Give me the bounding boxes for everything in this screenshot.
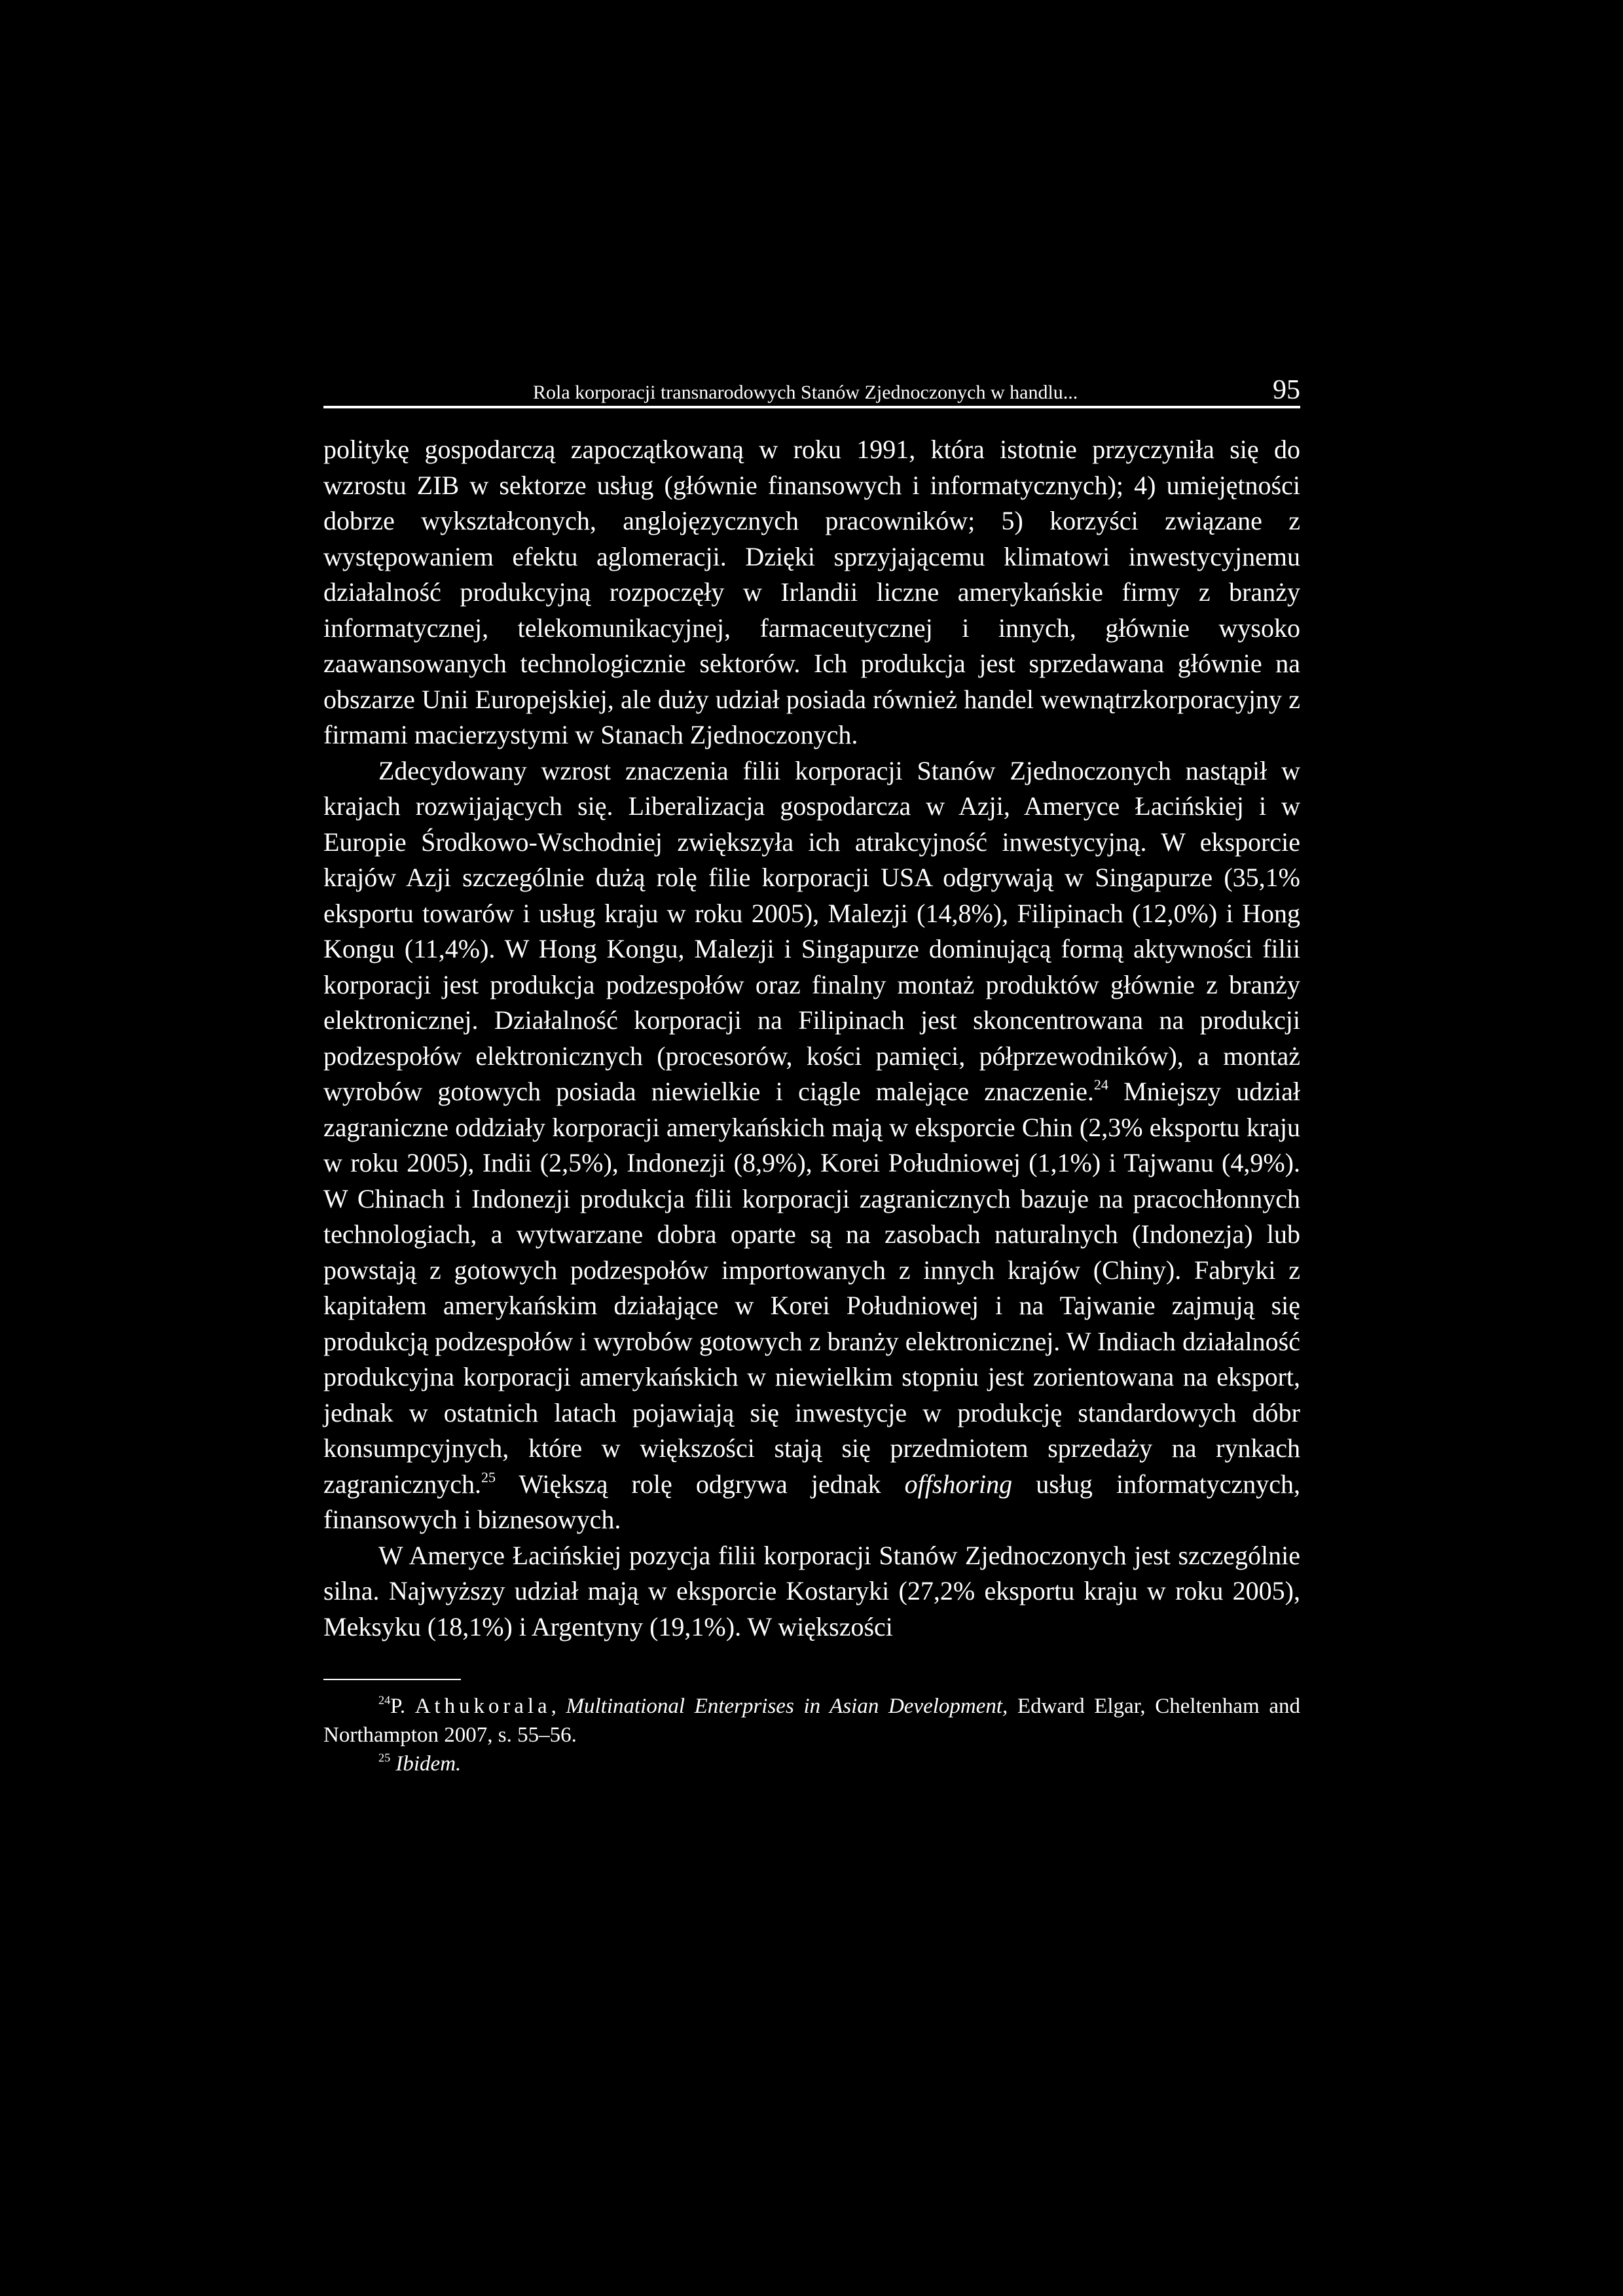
footnote-24-title: Multinational Enterprises in Asian Development, (566, 1695, 1008, 1718)
running-header (323, 367, 1300, 408)
footnote-24-separator: , (551, 1695, 566, 1718)
paragraph-2-part-d: usług informatycznych, finansowych i biznesowych. (323, 1469, 1300, 1534)
footnote-24-author: Athukorala (414, 1695, 551, 1718)
paragraph-2-part-b: Mniejszy udział zagraniczne oddziały korporacji amerykańskich mają w eksporcie Chin (2,3% eksportu kraju w roku 2005), Indii (2,5%), Indonezji (8,9%), Korei Południowej (1,1%) i Tajwanu (4,9%). W Chinach i Indonezji produkcja filii korporacji zagranicznych bazuje na pracochłonnych technologiach, a wytwarzane dobra oparte są na zasobach naturalnych (Indonezja) lub powstają z gotowych podzespołów importowanych z innych krajów (Chiny). Fabryki z kapitałem amerykańskim działające w Korei Południowej i na Tajwanie zajmują się produkcją podzespołów i wyrobów gotowych z branży elektronicznej. W Indiach działalność produkcyjna korporacji amerykańskich w niewielkim stopniu jest zorientowana na eksport, jednak w ostatnich latach pojawiają się inwestycje w produkcję standardowych dóbr konsumpcyjnych, które w większości stają się przedmiotem sprzedaży na rynkach zagranicznych. (323, 1077, 1300, 1499)
footnote-24 (323, 1692, 1300, 1749)
footnote-24-publisher: Edward Elgar, Cheltenham and Northampton 2007, s. 55–56. (323, 1695, 1301, 1747)
footnote-ref-24[interactable]: 24 (1093, 1076, 1108, 1093)
footnote-number-24: 24 (378, 1693, 391, 1707)
paragraph-1: politykę gospodarczą zapoczątkowaną w roku 1991, która istotnie przyczyniła się do wzrostu ZIB w sektorze usług (głównie finansowych i informatycznych); 4) umiejętności dobrze wykształconych, anglojęzycznych pracowników; 5) korzyści związane z występowaniem efektu aglomeracji. Dzięki sprzyjającemu klimatowi inwestycyjnemu działalność produkcyjną rozpoczęły w Irlandii liczne amerykańskie firmy z branży informatycznej, telekomunikacyjnej, farmaceutycznej i innych, głównie wysoko zaawansowanych technologicznie sektorów. Ich produkcja jest sprzedawana głównie na obszarze Unii Europejskiej, ale duży udział posiada również handel wewnątrzkorporacyjny z firmami macierzystymi w Stanach Zjednoczonych. (323, 435, 1300, 749)
footnote-25 (323, 1749, 1300, 1778)
paragraph-2-part-a: Zdecydowany wzrost znaczenia filii korporacji Stanów Zjednoczonych nastąpił w krajach rozwijających się. Liberalizacja gospodarcza w Azji, Ameryce Łacińskiej i w Europie Środkowo-Wschodniej zwiększyła ich atrakcyjność inwestycyjną. W eksporcie krajów Azji szczególnie dużą rolę filie korporacji USA odgrywają w Singapurze (35,1% eksportu towarów i usług kraju w roku 2005), Malezji (14,8%), Filipinach (12,0%) i Hong Kongu (11,4%). W Hong Kongu, Malezji i Singapurze dominującą formą aktywności filii korporacji jest produkcja podzespołów oraz finalny montaż produktów głównie z branży elektronicznej. Działalność korporacji na Filipinach jest skoncentrowana na produkcji podzespołów elektronicznych (procesorów, kości pamięci, półprzewodników), a montaż wyrobów gotowych posiada niewielkie i ciągle malejące znaczenie. (323, 755, 1300, 1106)
footnote-24-initial: P. (390, 1695, 415, 1718)
footnote-number-25: 25 (378, 1751, 391, 1765)
footnote-25-text: Ibidem. (395, 1752, 462, 1776)
body-text (323, 432, 1300, 1645)
offshoring-term: offshoring (904, 1469, 1013, 1499)
page-number: 95 (1273, 375, 1300, 405)
paragraph-2-part-c: Większą rolę odgrywa jednak (495, 1469, 905, 1499)
footnote-ref-25[interactable]: 25 (481, 1469, 496, 1485)
paragraph-2 (323, 753, 1300, 1538)
paragraph-3: W Ameryce Łacińskiej pozycja filii korporacji Stanów Zjednoczonych jest szczególnie silna. Najwyższy udział mają w eksporcie Kostaryki (27,2% eksportu kraju w roku 2005), Meksyku (18,1%) i Argentyny (19,1%). W większości (323, 1540, 1300, 1641)
document-page (323, 367, 1300, 1778)
footnote-divider (323, 1679, 461, 1680)
running-title: Rola korporacji transnarodowych Stanów Zjednoczonych w handlu... (533, 382, 1078, 403)
